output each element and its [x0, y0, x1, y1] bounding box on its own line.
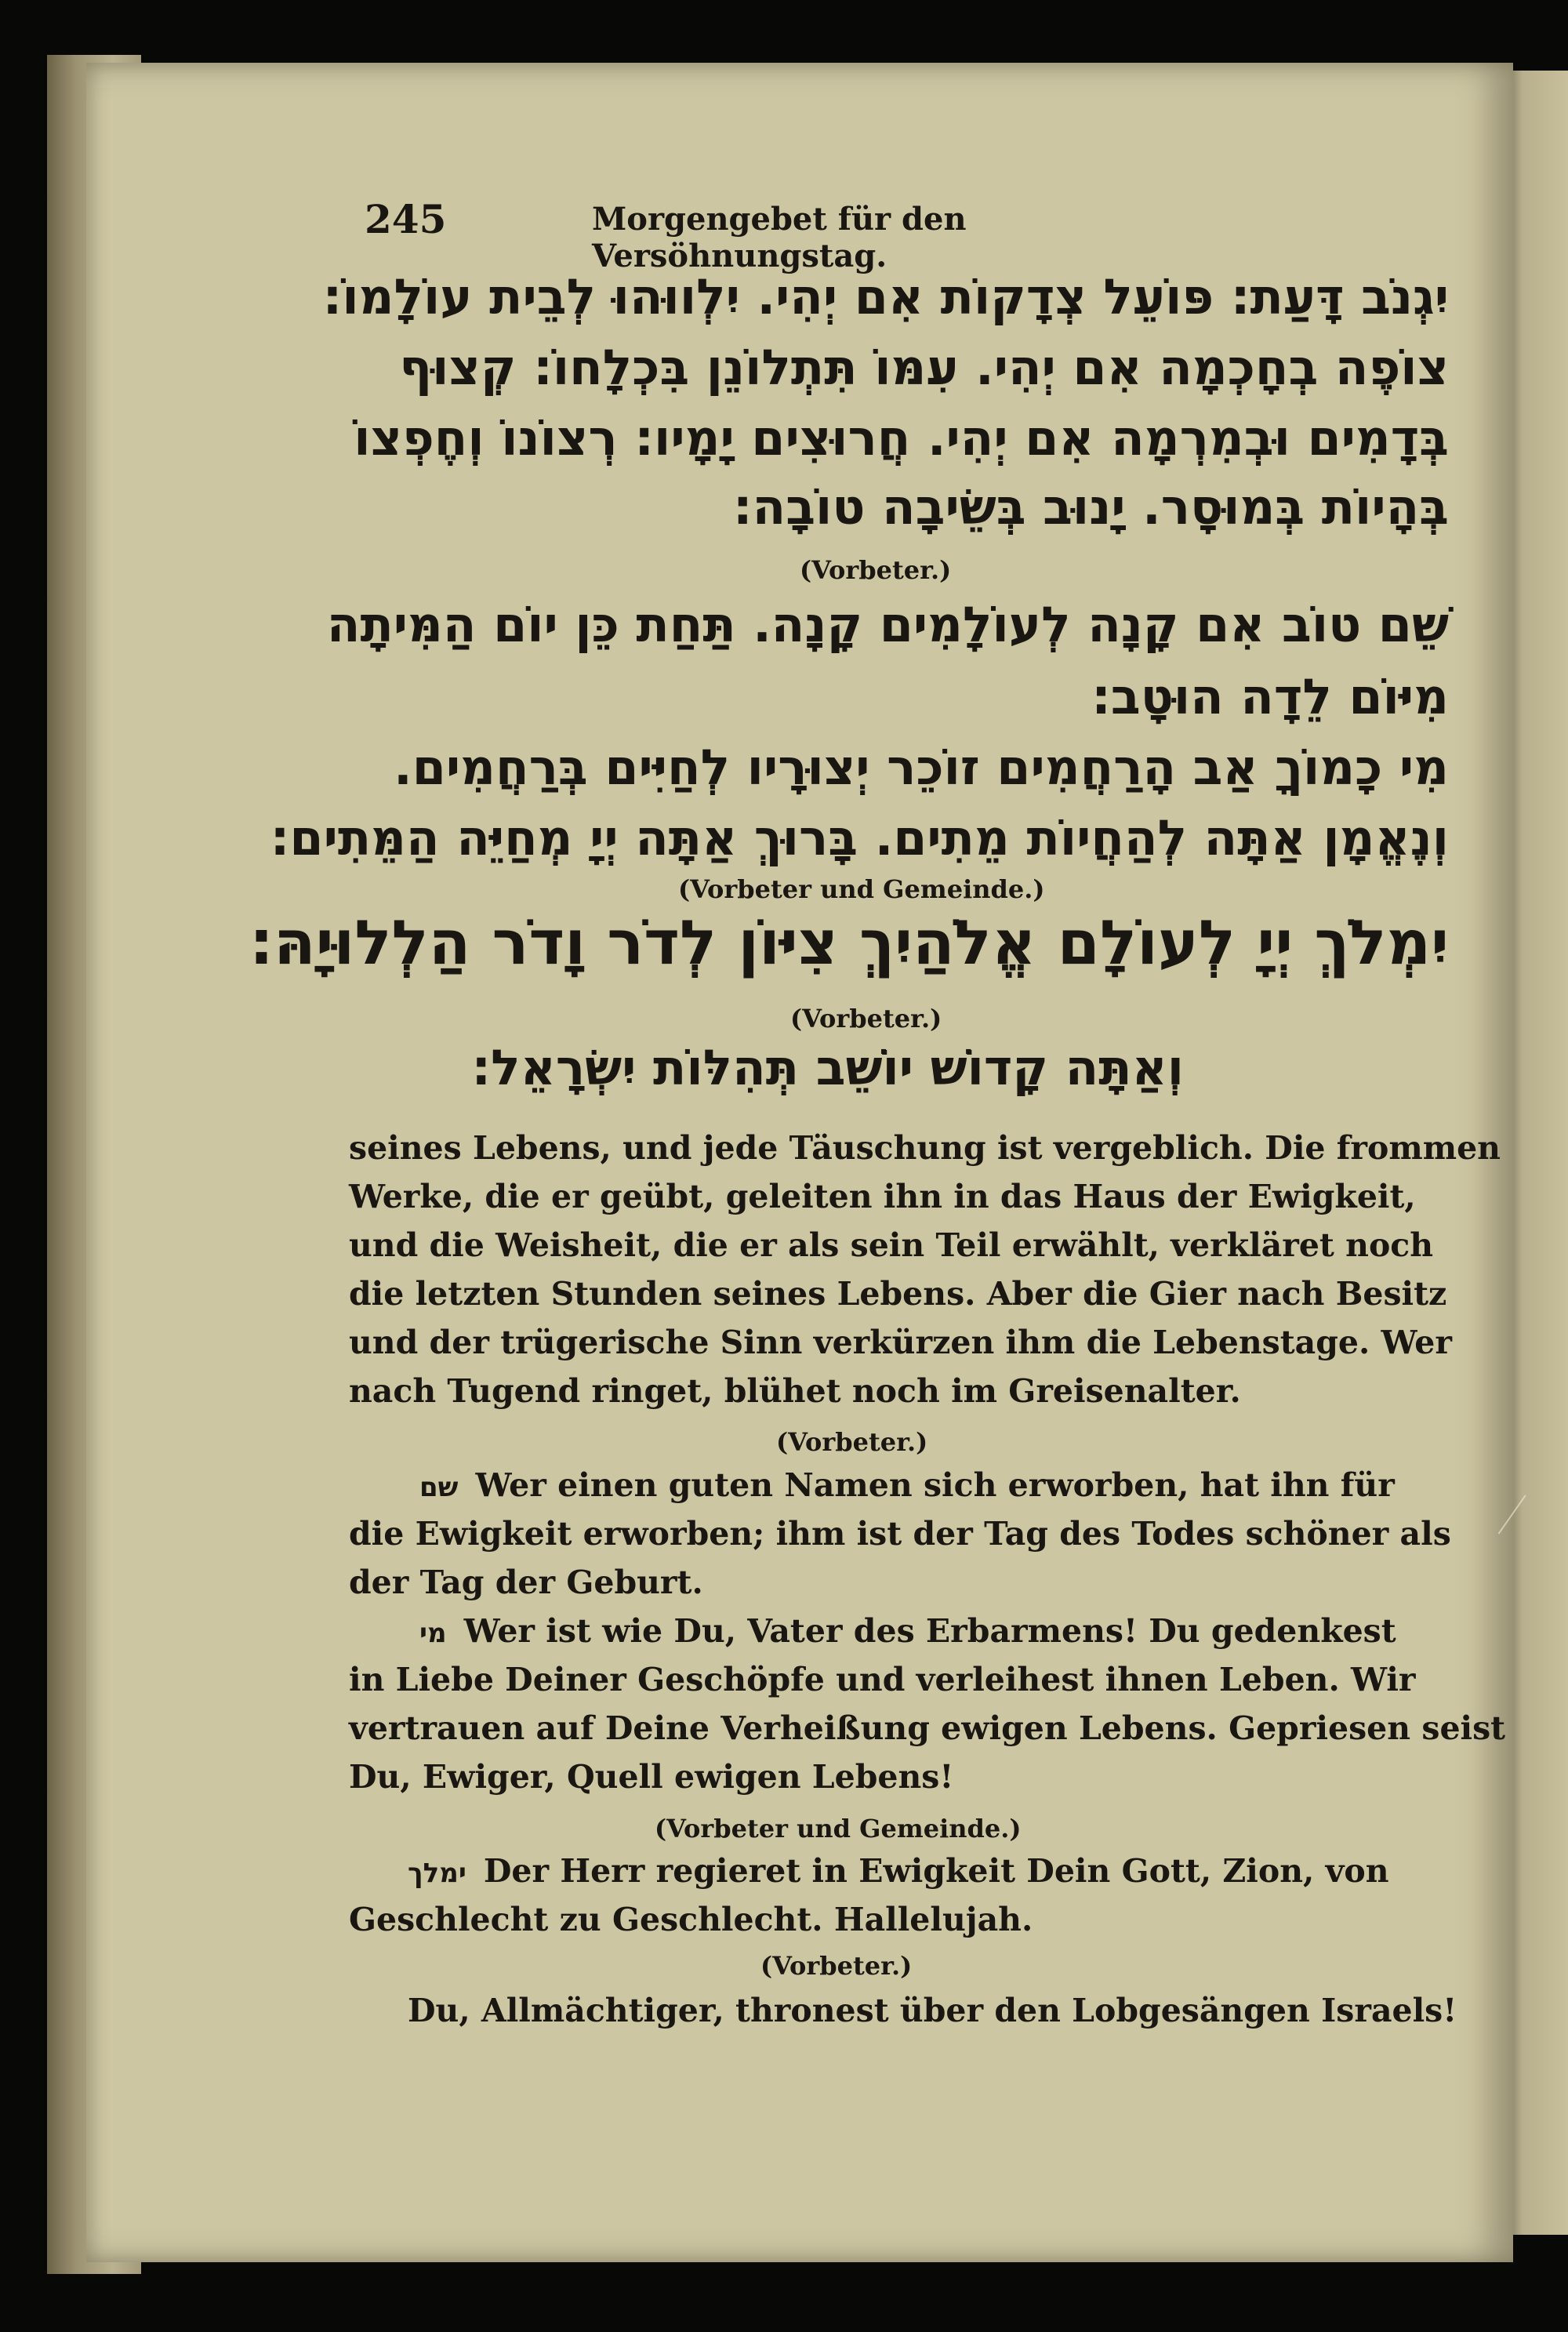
- german-line: und der trügerische Sinn verkürzen ihm die Lebenstage. Wer: [349, 1324, 1452, 1361]
- hebrew-cue: מי: [419, 1618, 447, 1649]
- hebrew-line: וְנֶאֱמָן אַתָּה לְהַחֲיוֹת מֵתִים. בָּרוּךְ אַתָּה יְיָ מְחַיֵּה הַמֵּתִים:: [270, 809, 1449, 866]
- hebrew-kedusha: וְאַתָּה קָדוֹשׁ יוֹשֵׁב תְּהִלּוֹת יִשְׂרָאֵל:: [471, 1039, 1184, 1096]
- page-number: 245: [365, 196, 447, 242]
- hebrew-line: צוֹפֶה בְחָכְמָה אִם יְהִי. עִמּוֹ תִּתְלוֹנֵן בִּכְלָחוֹ: קְצוּף: [399, 339, 1449, 396]
- rubric-vorbeter: (Vorbeter.): [790, 1004, 942, 1033]
- german-line: der Tag der Geburt.: [349, 1564, 703, 1601]
- hebrew-cue: שם: [419, 1472, 459, 1503]
- book-page: [86, 63, 1513, 2262]
- rubric-vorbeter-gemeinde: (Vorbeter und Gemeinde.): [655, 1814, 1022, 1843]
- german-line: vertrauen auf Deine Verheißung ewigen Lebens. Gepriesen seist: [349, 1709, 1506, 1747]
- hebrew-line: מִיּוֹם לֵדָה הוּטָב:: [1091, 668, 1449, 725]
- german-line: die letzten Stunden seines Lebens. Aber die Gier nach Besitz: [349, 1275, 1447, 1313]
- german-line: die Ewigkeit erworben; ihm ist der Tag des Todes schöner als: [349, 1515, 1451, 1553]
- rubric-vorbeter: (Vorbeter.): [760, 1951, 913, 1981]
- german-line: seines Lebens, und jede Täuschung ist vergeblich. Die frommen: [349, 1129, 1501, 1167]
- hebrew-line: מִי כָמוֹךָ אַב הָרַחֲמִים זוֹכֵר יְצוּרָיו לְחַיִּים בְּרַחֲמִים.: [394, 739, 1449, 796]
- rubric-vorbeter: (Vorbeter.): [776, 1427, 928, 1457]
- german-line: Du, Ewiger, Quell ewigen Lebens!: [349, 1758, 954, 1796]
- german-line: und die Weisheit, die er als sein Teil erwählt, verkläret noch: [349, 1226, 1434, 1264]
- hebrew-line: בְּהָיוֹת בְּמוּסָר. יָנוּב בְּשֵׂיבָה טוֹבָה:: [732, 478, 1449, 536]
- hebrew-cue: ימלך: [408, 1858, 466, 1889]
- german-line: מי Wer ist wie Du, Vater des Erbarmens! Du gedenkest: [419, 1612, 1396, 1650]
- german-line: nach Tugend ringet, blühet noch im Greisenalter.: [349, 1372, 1241, 1410]
- hebrew-line: שֵׁם טוֹב אִם קָנָה לְעוֹלָמִים קָנָה. תַּחַת כֵּן יוֹם הַמִּיתָה: [326, 596, 1449, 653]
- hebrew-line: יִגְנֹב דָּעַת: פּוֹעֵל צְדָקוֹת אִם יְהִי. יִלְווּהוּ לְבֵית עוֹלָמוֹ:: [322, 268, 1449, 325]
- rubric-vorbeter: (Vorbeter.): [800, 555, 952, 585]
- rubric-vorbeter-gemeinde: (Vorbeter und Gemeinde.): [678, 874, 1045, 904]
- hebrew-yimloch: יִמְלֹךְ יְיָ לְעוֹלָם אֱלֹהַיִךְ צִיּוֹן לְדֹר וָדֹר הַלְלוּיָהּ:: [249, 908, 1449, 979]
- german-line: Werke, die er geübt, geleiten ihn in das Haus der Ewigkeit,: [349, 1178, 1416, 1215]
- german-line: ימלך Der Herr regieret in Ewigkeit Dein Gott, Zion, von: [408, 1852, 1389, 1890]
- page-header: [365, 196, 1227, 274]
- running-title: Morgengebet für den Versöhnungstag.: [592, 201, 967, 274]
- german-line: שם Wer einen guten Namen sich erworben, hat ihn für: [419, 1466, 1395, 1504]
- german-line: in Liebe Deiner Geschöpfe und verleihest ihnen Leben. Wir: [349, 1661, 1416, 1698]
- german-line: Geschlecht zu Geschlecht. Hallelujah.: [349, 1901, 1033, 1938]
- german-line: Du, Allmächtiger, thronest über den Lobgesängen Israels!: [408, 1992, 1457, 2029]
- hebrew-line: בְּדָמִים וּבְמִרְמָה אִם יְהִי. חֲרוּצִים יָמָיו: רְצוֹנוֹ וְחֶפְצוֹ: [354, 409, 1449, 467]
